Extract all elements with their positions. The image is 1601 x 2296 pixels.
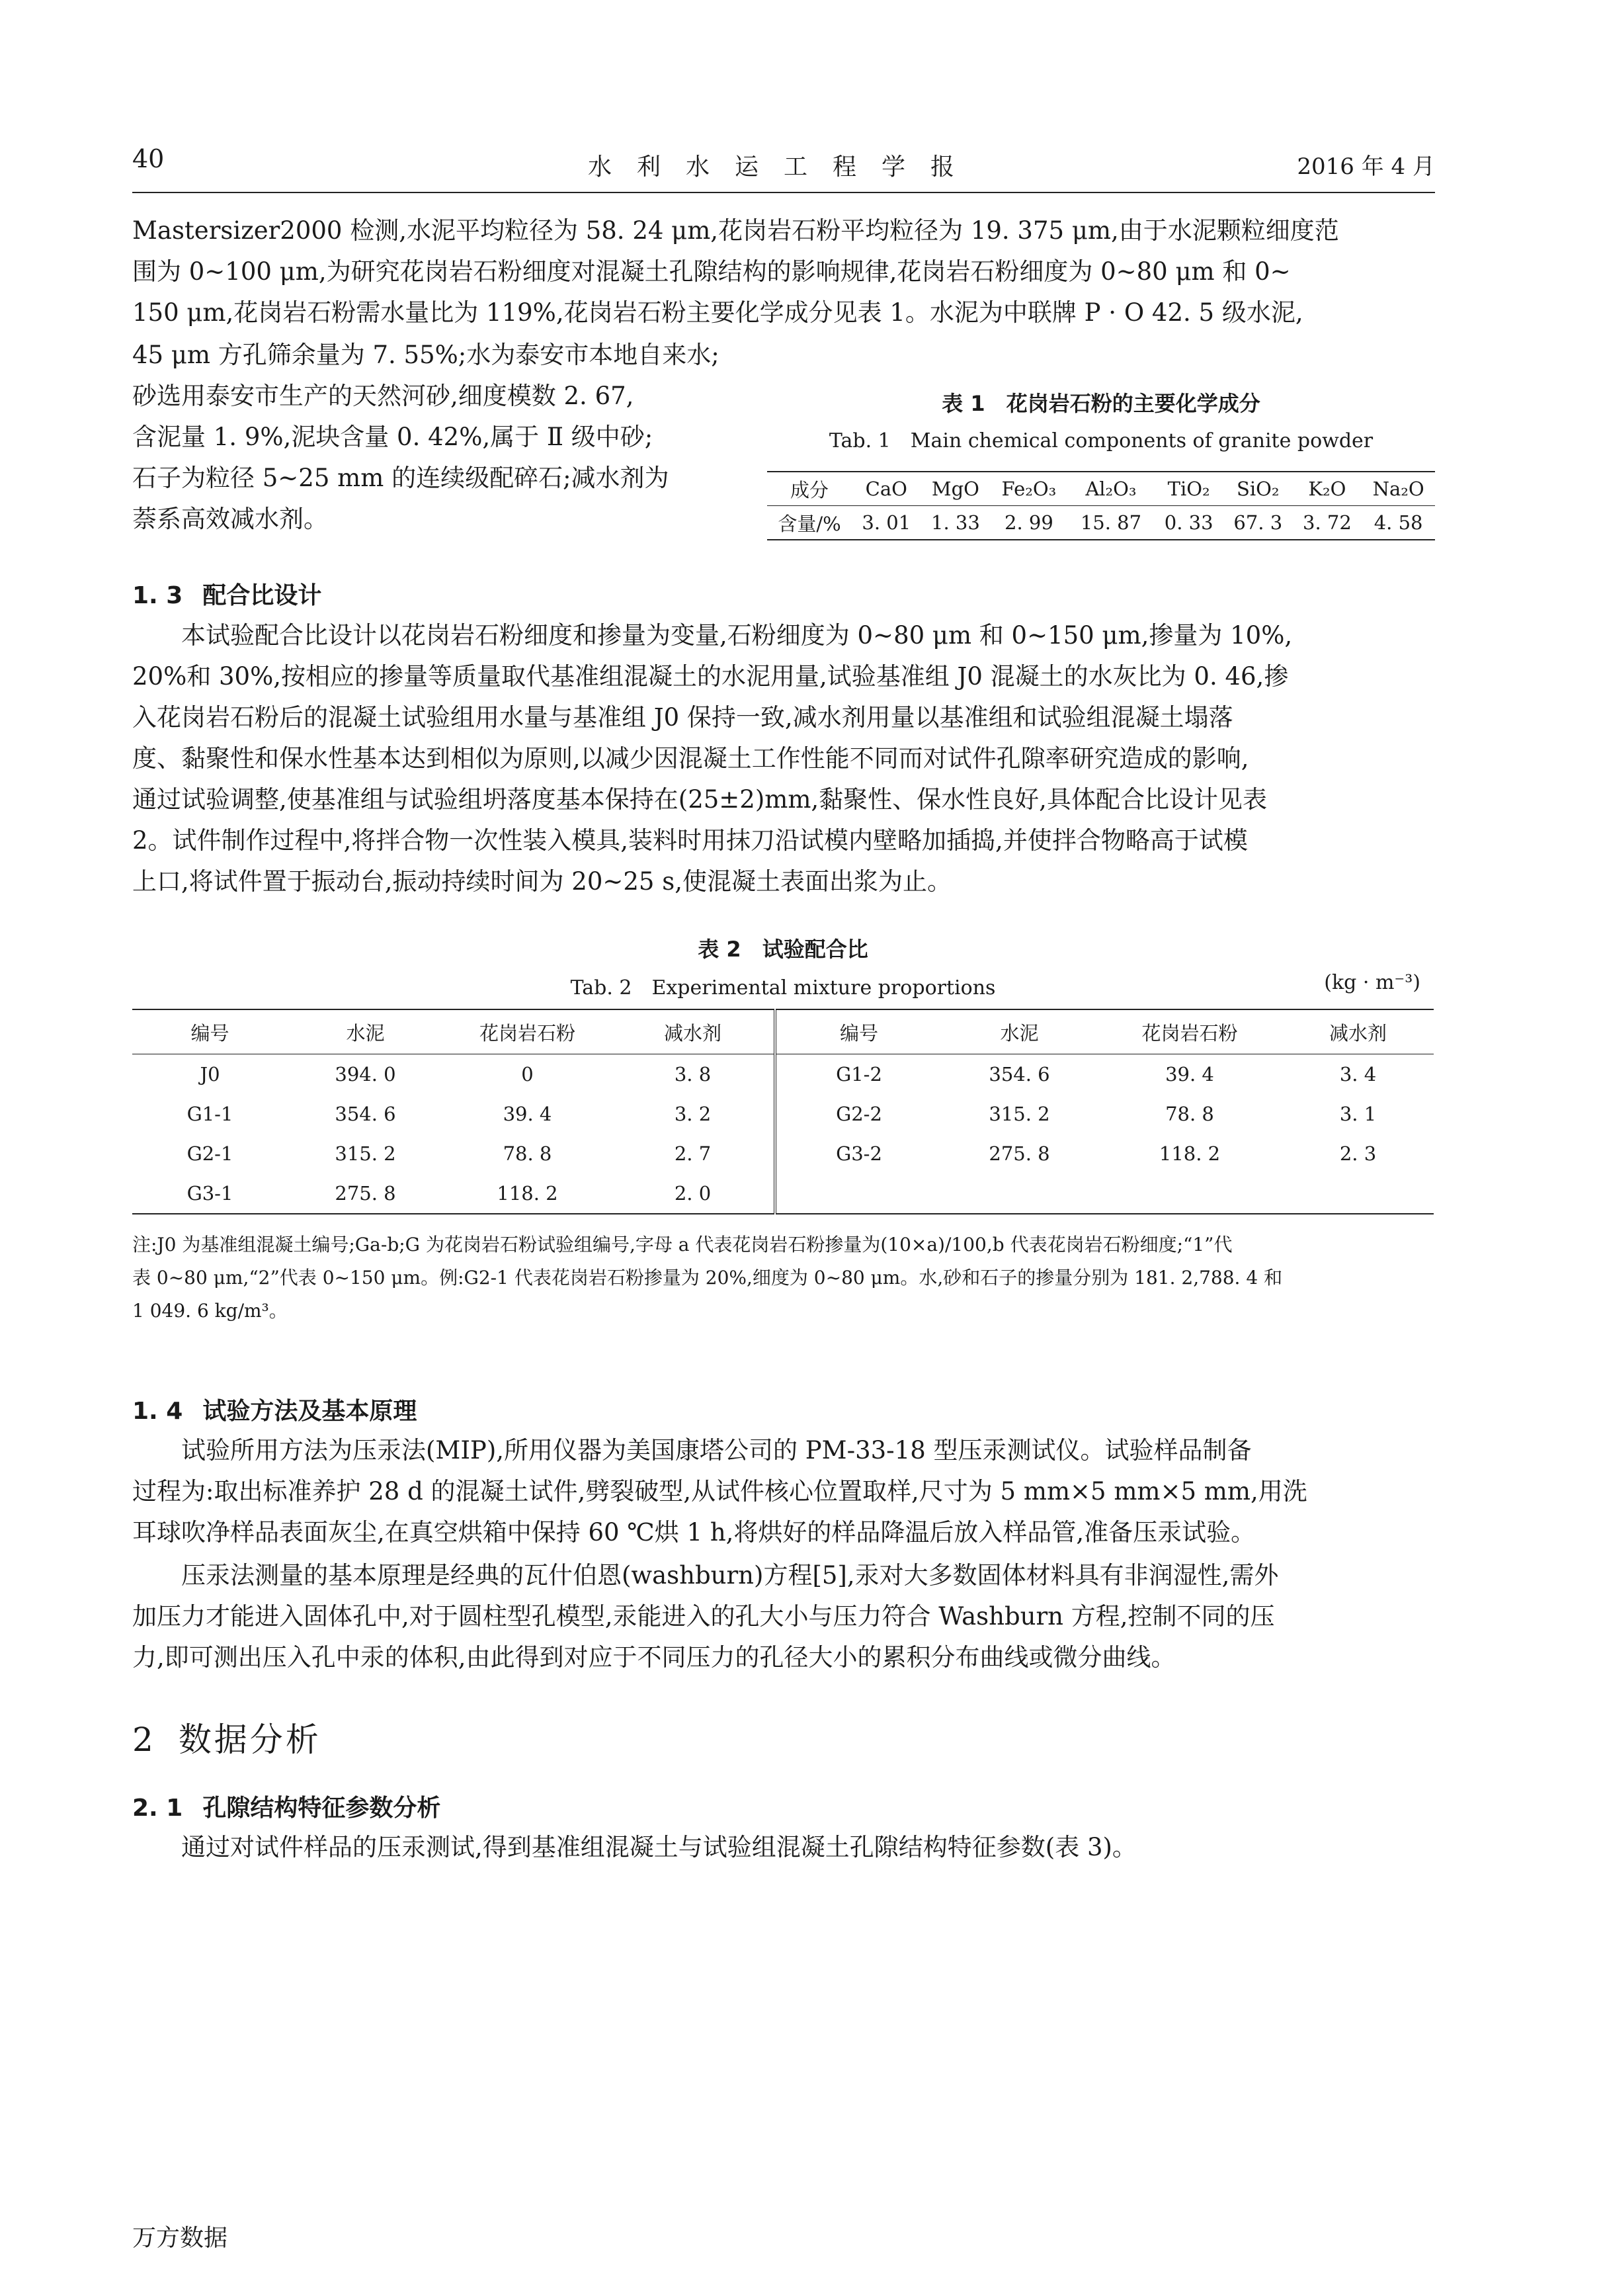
table-cell: K₂O (1293, 472, 1362, 506)
table-cell: 354. 6 (989, 1063, 1050, 1085)
table-cell: 78. 8 (503, 1142, 552, 1165)
section-number: 1. 3 (132, 582, 183, 609)
text-line: 砂选用泰安市生产的天然河砂,细度模数 2. 67, (132, 382, 634, 410)
table-cell: 118. 2 (443, 1173, 612, 1214)
table-cell: 水泥 (942, 1009, 1097, 1054)
table-cell: Al₂O₃ (1068, 472, 1155, 506)
section-number: 2. 1 (132, 1795, 183, 1822)
journal-title: 水利水运工程学报 (587, 153, 979, 181)
table-cell (1097, 1173, 1282, 1214)
note-line: 表 0~80 μm,“2”代表 0~150 μm。例:G2-1 代表花岗岩石粉掺量为 20%,细度为 0~80 μm。水,砂和石子的掺量分别为 181. 2,788. 4 和 (132, 1267, 1283, 1289)
section-title: 试验方法及基本原理 (202, 1398, 417, 1425)
table-cell: 编号 (132, 1009, 288, 1054)
table-cell: 67. 3 (1223, 506, 1293, 540)
table-cell (942, 1173, 1097, 1214)
table1 (767, 471, 1435, 540)
table-cell: 394. 0 (335, 1063, 396, 1085)
section-heading-2 (132, 1713, 321, 1761)
text-line: 通过对试件样品的压汞测试,得到基准组混凝土与试验组混凝土孔隙结构特征参数(表 3)。 (181, 1833, 1137, 1861)
text-line: 通过试验调整,使基准组与试验组坍落度基本保持在(25±2)mm,黏聚性、保水性良好,具体配合比设计见表 (132, 785, 1267, 814)
paragraph-test-method (132, 1430, 1434, 1553)
table2-caption-en-row (132, 971, 1434, 1000)
issue-date: 2016 年 4 月 (1297, 153, 1435, 180)
table-cell: 成分 (767, 472, 852, 506)
text-line: 45 μm 方孔筛余量为 7. 55%;水为泰安市本地自来水; (132, 341, 719, 369)
table-cell (775, 1173, 942, 1214)
table-cell: 3. 2 (612, 1094, 775, 1134)
table-cell: 3. 8 (612, 1054, 775, 1095)
section-heading-1-3 (132, 577, 321, 611)
text-line: 过程为:取出标准养护 28 d 的混凝土试件,劈裂破型,从试件核心位置取样,尺寸为 5 mm×5 mm×5 mm,用洗 (132, 1477, 1307, 1506)
table-cell: 花岗岩石粉 (1097, 1009, 1282, 1054)
table-row (132, 1134, 1434, 1173)
text-line: 石子为粒径 5~25 mm 的连续级配碎石;减水剂为 (132, 464, 669, 492)
paragraph-mix-design (132, 615, 1434, 902)
table1-caption (767, 387, 1435, 453)
table-cell: 2. 3 (1339, 1142, 1377, 1165)
section-number: 1. 4 (132, 1398, 183, 1425)
table2-caption-zh: 表 2 试验配合比 (698, 937, 868, 962)
table-cell: G3-1 (132, 1173, 288, 1214)
paragraph-materials (132, 210, 1434, 333)
paragraph-materials-cont (132, 335, 754, 540)
text-line: 150 μm,花岗岩石粉需水量比为 119%,花岗岩石粉主要化学成分见表 1。水泥为中联牌 P · O 42. 5 级水泥, (132, 298, 1303, 327)
table-cell: Na₂O (1362, 472, 1435, 506)
table-cell: G2-2 (836, 1103, 882, 1125)
table-cell: 315. 2 (989, 1103, 1050, 1125)
table-cell: 15. 87 (1068, 506, 1155, 540)
table-cell: G1-1 (186, 1103, 233, 1125)
note-line: 注:J0 为基准组混凝土编号;Ga-b;G 为花岗岩石粉试验组编号,字母 a 代表花岗岩石粉掺量为(10×a)/100,b 代表花岗岩石粉细度;“1”代 (132, 1234, 1233, 1255)
text-line: 力,即可测出压入孔中汞的体积,由此得到对应于不同压力的孔径大小的累积分布曲线或微分曲线。 (132, 1643, 1176, 1672)
table2-unit: (kg · m⁻³) (1324, 971, 1420, 994)
paragraph-pore-analysis (132, 1827, 1434, 1868)
text-line: 耳球吹净样品表面灰尘,在真空烘箱中保持 60 ℃烘 1 h,将烘好的样品降温后放入样品管,准备压汞试验。 (132, 1518, 1256, 1547)
table-cell: 4. 58 (1362, 506, 1435, 540)
text-line: Mastersizer2000 检测,水泥平均粒径为 58. 24 μm,花岗岩石粉平均粒径为 19. 375 μm,由于水泥颗粒细度范 (132, 216, 1339, 245)
page-number: 40 (132, 144, 165, 173)
table-cell: MgO (921, 472, 991, 506)
table-cell: 2. 7 (612, 1134, 775, 1173)
table-cell: 3. 4 (1339, 1063, 1377, 1085)
table-cell: 3. 01 (852, 506, 921, 540)
text-line: 含泥量 1. 9%,泥块含量 0. 42%,属于 Ⅱ 级中砂; (132, 423, 653, 451)
text-line: 压汞法测量的基本原理是经典的瓦什伯恩(washburn)方程[5],汞对大多数固体材料具有非润湿性,需外 (181, 1561, 1279, 1590)
text-line: 上口,将试件置于振动台,振动持续时间为 20~25 s,使混凝土表面出浆为止。 (132, 867, 952, 896)
text-line: 加压力才能进入固体孔中,对于圆柱型孔模型,汞能进入的孔大小与压力符合 Washburn 方程,控制不同的压 (132, 1602, 1275, 1631)
text-line: 20%和 30%,按相应的掺量等质量取代基准组混凝土的水泥用量,试验基准组 J0 混凝土的水灰比为 0. 46,掺 (132, 662, 1289, 691)
text-line: 本试验配合比设计以花岗岩石粉细度和掺量为变量,石粉细度为 0~80 μm 和 0~150 μm,掺量为 10%, (181, 621, 1293, 650)
table-cell: TiO₂ (1154, 472, 1223, 506)
paragraph-principle (132, 1555, 1434, 1678)
note-line: 1 049. 6 kg/m³。 (132, 1300, 288, 1322)
table-cell: 0 (521, 1063, 534, 1085)
table2-caption (132, 933, 1434, 1000)
table-cell: 78. 8 (1165, 1103, 1214, 1125)
table-cell: 118. 2 (1159, 1142, 1221, 1165)
table-cell: 354. 6 (335, 1103, 396, 1125)
table1-caption-zh: 表 1 花岗岩石粉的主要化学成分 (942, 391, 1260, 416)
table-cell: 水泥 (288, 1009, 443, 1054)
table-cell: J0 (200, 1063, 220, 1085)
header-rule (132, 192, 1435, 193)
table-cell: 2. 99 (990, 506, 1067, 540)
table-cell: 3. 72 (1293, 506, 1362, 540)
text-line: 萘系高效减水剂。 (132, 505, 328, 533)
table1-caption-en: Tab. 1 Main chemical components of granite powder (829, 429, 1374, 452)
table-cell (1282, 1173, 1434, 1214)
table-cell: 39. 4 (503, 1103, 552, 1125)
table2-header-row (132, 1009, 1434, 1054)
table-cell: G3-2 (836, 1142, 882, 1165)
table2-note (132, 1228, 1434, 1328)
table-row (132, 1094, 1434, 1134)
table-cell: 39. 4 (1165, 1063, 1214, 1085)
table-cell: 花岗岩石粉 (443, 1009, 612, 1054)
section-heading-2-1 (132, 1789, 440, 1823)
table-cell: Fe₂O₃ (990, 472, 1067, 506)
text-line: 试验所用方法为压汞法(MIP),所用仪器为美国康塔公司的 PM-33-18 型压汞测试仪。试验样品制备 (181, 1436, 1252, 1465)
table-cell: CaO (852, 472, 921, 506)
section-heading-1-4 (132, 1392, 417, 1426)
section-title: 孔隙结构特征参数分析 (202, 1795, 441, 1822)
table-cell: 减水剂 (1282, 1009, 1434, 1054)
table-cell: 减水剂 (612, 1009, 775, 1054)
footer-watermark: 万方数据 (132, 2225, 228, 2252)
text-line: 2。试件制作过程中,将拌合物一次性装入模具,装料时用抹刀沿试模内壁略加插捣,并使拌合物略高于试模 (132, 826, 1248, 855)
table-row (132, 1054, 1434, 1095)
table-cell: 275. 8 (288, 1173, 443, 1214)
section-number: 2 (132, 1721, 156, 1759)
table-cell: 含量/% (767, 506, 852, 540)
section-title: 配合比设计 (202, 582, 322, 609)
table2 (132, 1009, 1434, 1214)
table1-header-row (767, 472, 1435, 506)
table-cell: G2-1 (186, 1142, 233, 1165)
table-cell: 1. 33 (921, 506, 991, 540)
table-row (132, 1173, 1434, 1214)
table-cell: 0. 33 (1154, 506, 1223, 540)
section-title: 数据分析 (178, 1721, 321, 1759)
table-cell: 275. 8 (989, 1142, 1050, 1165)
table2-caption-en: Tab. 2 Experimental mixture proportions (570, 976, 996, 999)
table-cell: G1-2 (836, 1063, 882, 1085)
text-line: 入花岗岩石粉后的混凝土试验组用水量与基准组 J0 保持一致,减水剂用量以基准组和试验组混凝土塌落 (132, 703, 1233, 732)
text-line: 度、黏聚性和保水性基本达到相似为原则,以减少因混凝土工作性能不同而对试件孔隙率研究造成的影响, (132, 744, 1249, 773)
table1-data-row (767, 506, 1435, 540)
table-cell: 编号 (775, 1009, 942, 1054)
text-line: 围为 0~100 μm,为研究花岗岩石粉细度对混凝土孔隙结构的影响规律,花岗岩石粉细度为 0~80 μm 和 0~ (132, 257, 1291, 286)
running-header (132, 144, 1435, 191)
table-cell: 2. 0 (612, 1173, 775, 1214)
table-cell: SiO₂ (1223, 472, 1293, 506)
table-cell: 315. 2 (335, 1142, 396, 1165)
table-cell: 3. 1 (1339, 1103, 1377, 1125)
